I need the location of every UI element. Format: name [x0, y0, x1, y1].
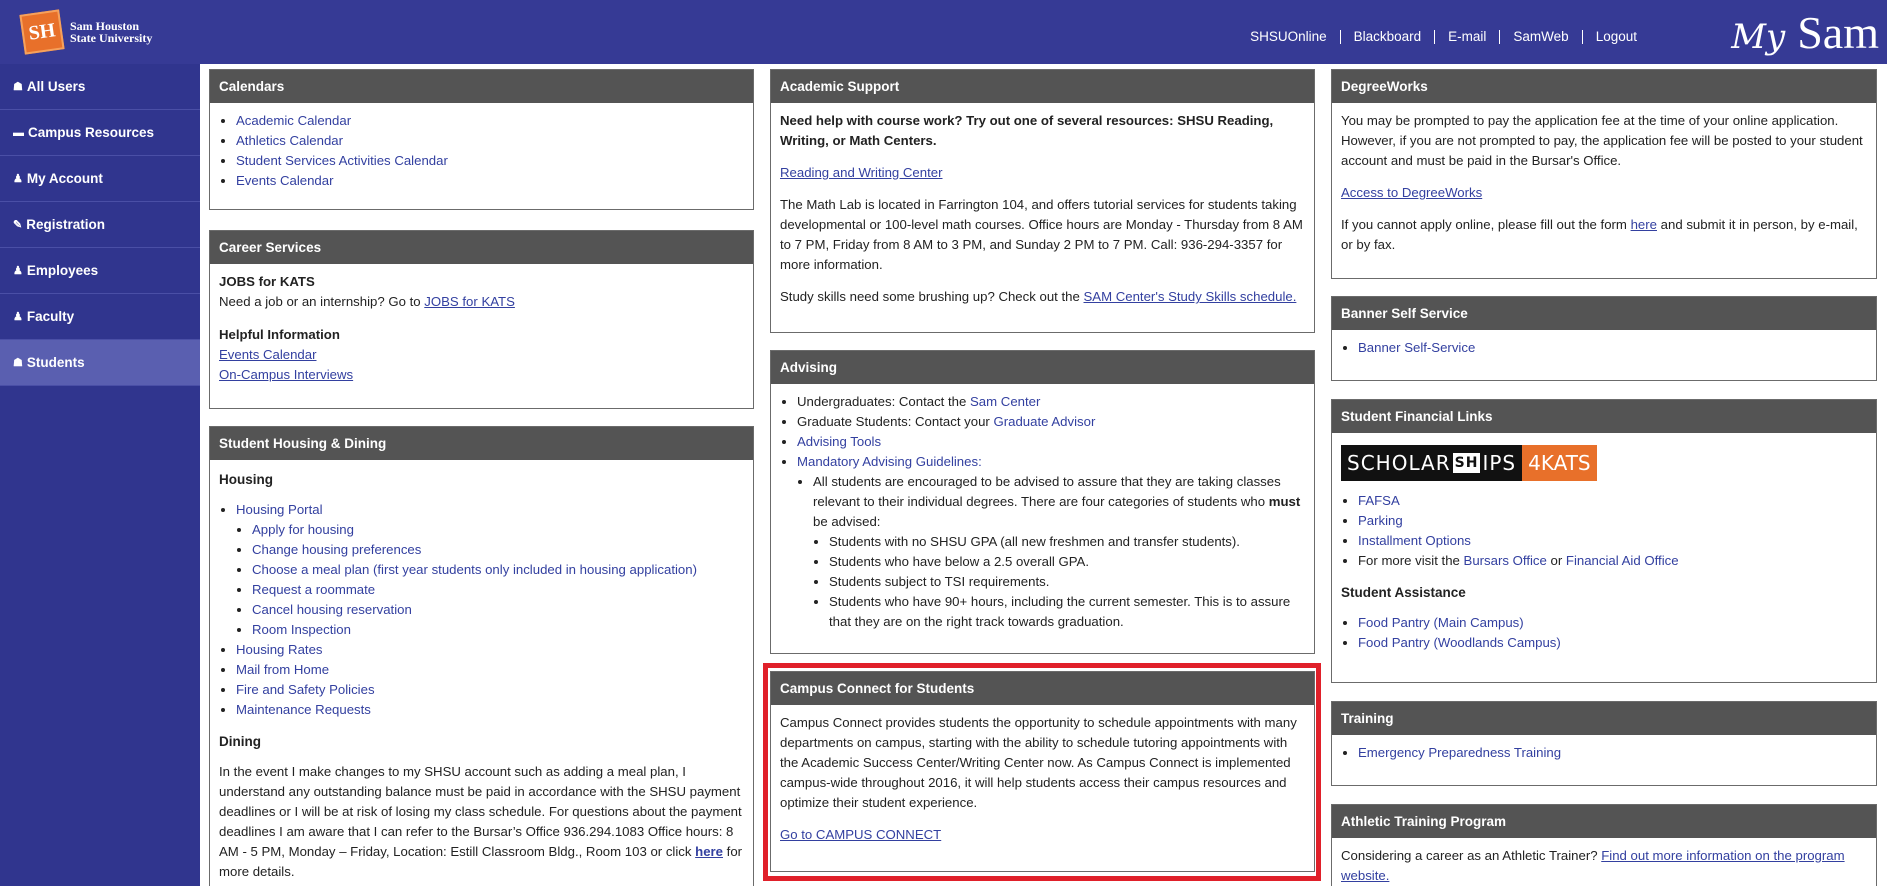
- more-text: For more visit the: [1358, 553, 1464, 568]
- or-text: or: [1546, 553, 1566, 568]
- sidebar-item-label: My Account: [26, 171, 103, 186]
- campus-connect-text: Campus Connect provides students the opportunity to schedule appointments with many departments on campus, starting with the ability to schedule tutoring appointments with the Academic Success Center/Writing Center now. As Campus Connect is implemented campus-wide throughout 2016, it will help students access their campus resources and optimize their student experience.: [780, 715, 1297, 810]
- cancel-reservation-link[interactable]: Cancel housing reservation: [252, 602, 412, 617]
- career-events-calendar-link[interactable]: Events Calendar: [219, 347, 317, 362]
- panel-title: Student Financial Links: [1332, 400, 1876, 433]
- sidebar-item-registration[interactable]: [0, 202, 200, 248]
- panel-title: Banner Self Service: [1332, 297, 1876, 330]
- advising-tools-link[interactable]: Advising Tools: [797, 434, 882, 449]
- study-text: Study skills need some brushing up? Check out the: [780, 289, 1084, 304]
- sidebar-item-faculty[interactable]: [0, 294, 200, 340]
- sidebar-item-label: Students: [26, 355, 85, 370]
- nav-samweb-link[interactable]: SamWeb: [1500, 30, 1582, 44]
- sidebar-item-students[interactable]: [0, 340, 200, 386]
- jobs-heading: JOBS for KATS: [219, 274, 315, 289]
- dining-tail: for more details.: [219, 844, 743, 879]
- housing-portal-link[interactable]: Housing Portal: [236, 502, 323, 517]
- panel-title: DegreeWorks: [1332, 70, 1876, 103]
- degreeworks-panel: [1331, 69, 1877, 279]
- parking-link[interactable]: Parking: [1358, 513, 1403, 528]
- panel-title: Academic Support: [771, 70, 1314, 103]
- sidebar-item-label: Faculty: [26, 309, 75, 324]
- housing-dining-panel: [209, 426, 754, 886]
- career-services-panel: [209, 230, 754, 409]
- student-assistance-heading: Student Assistance: [1341, 585, 1466, 600]
- student-services-calendar-link[interactable]: Student Services Activities Calendar: [236, 153, 448, 168]
- sidebar-item-my-account[interactable]: [0, 156, 200, 202]
- mail-from-home-link[interactable]: Mail from Home: [236, 662, 330, 677]
- users-icon: ☗: [13, 357, 23, 369]
- food-pantry-main-link[interactable]: Food Pantry (Main Campus): [1358, 615, 1524, 630]
- brand-sam: Sam: [1797, 7, 1879, 58]
- calendars-panel: [209, 69, 754, 210]
- shsu-mark-icon: SH: [1454, 455, 1479, 471]
- graduate-advisor-link[interactable]: Graduate Advisor: [993, 414, 1096, 429]
- shsu-logo-icon: SH: [19, 9, 64, 54]
- must-text: must: [1268, 494, 1301, 509]
- campus-connect-link[interactable]: Go to CAMPUS CONNECT: [780, 827, 942, 842]
- scholarships-4kats-logo[interactable]: [1341, 445, 1597, 481]
- panel-title: Student Housing & Dining: [210, 427, 753, 460]
- nav-blackboard-link[interactable]: Blackboard: [1341, 30, 1436, 44]
- edit-icon: ✎: [13, 219, 23, 231]
- change-preferences-link[interactable]: Change housing preferences: [252, 542, 422, 557]
- installment-options-link[interactable]: Installment Options: [1358, 533, 1471, 548]
- sidebar: [0, 64, 200, 886]
- all-students-text-a: All students are encouraged to be advised to assure that they are taking classes relevant to their individual degrees. There are four categories of students who: [813, 474, 1281, 509]
- nav-email-link[interactable]: E-mail: [1435, 30, 1500, 44]
- food-pantry-woodlands-link[interactable]: Food Pantry (Woodlands Campus): [1358, 635, 1561, 650]
- events-calendar-link[interactable]: Events Calendar: [236, 173, 334, 188]
- form-here-link[interactable]: here: [1630, 217, 1657, 232]
- dining-text: In the event I make changes to my SHSU account such as adding a meal plan, I understand any outstanding balance must be paid in accordance with the SHSU payment deadlines or I will be at risk of losing my class schedule. For questions about the payment deadlines I am aware that I can refer to the Bursar’s Office 936.294.1083 Office hours: 8 AM - 5 PM, Monday – Friday, Location: Estill Classroom Bldg., Room 103 or click: [219, 764, 742, 859]
- academic-intro: Need help with course work? Try out one of several resources: SHSU Reading, Writing, or Math Centers.: [780, 113, 1274, 148]
- banner-self-service-link[interactable]: Banner Self-Service: [1358, 340, 1476, 355]
- top-nav: [1237, 30, 1650, 44]
- mandatory-advising-link[interactable]: Mandatory Advising Guidelines:: [797, 454, 982, 469]
- request-roommate-link[interactable]: Request a roommate: [252, 582, 376, 597]
- category-item: • Students with no SHSU GPA (all new freshmen and transfer students).: [829, 532, 1305, 552]
- dining-here-link[interactable]: here: [695, 844, 723, 859]
- degreeworks-link[interactable]: Access to DegreeWorks: [1341, 185, 1483, 200]
- training-panel: [1331, 701, 1877, 786]
- degreeworks-text-2a: If you cannot apply online, please fill out the form: [1341, 217, 1631, 232]
- grad-text: Graduate Students: Contact your: [797, 414, 994, 429]
- user-icon: ♟: [13, 173, 23, 185]
- category-item: • Students who have 90+ hours, including the current semester. This is to assure that they are on the right track towards graduation.: [829, 592, 1305, 632]
- all-students-text-b: be advised:: [813, 514, 881, 529]
- maintenance-requests-link[interactable]: Maintenance Requests: [236, 702, 371, 717]
- meal-plan-link[interactable]: Choose a meal plan (first year students only included in housing application): [252, 562, 697, 577]
- athletic-text: Considering a career as an Athletic Trainer?: [1341, 848, 1602, 863]
- sidebar-item-employees[interactable]: [0, 248, 200, 294]
- reading-writing-center-link[interactable]: Reading and Writing Center: [780, 165, 943, 180]
- panel-title: Advising: [771, 351, 1314, 384]
- math-lab-text: The Math Lab is located in Farrington 104, and offers tutorial services for students taking developmental or 100-level math courses. Office hours are Monday - Thursday from 8 AM to 7 PM, Friday from 8 AM to 3 PM, and Sunday 2 PM to 7 PM. Call: 936-294-3357 for more information.: [780, 197, 1303, 272]
- category-item: • Students who have below a 2.5 overall GPA.: [829, 552, 1305, 572]
- logo-line-2: State University: [70, 31, 153, 45]
- helpful-heading: Helpful Information: [219, 327, 340, 342]
- athletic-training-panel: [1331, 804, 1877, 886]
- sam-center-link[interactable]: Sam Center: [970, 394, 1041, 409]
- panel-title: Training: [1332, 702, 1876, 735]
- logo-text-3: 4KATS: [1522, 445, 1597, 481]
- academic-calendar-link[interactable]: Academic Calendar: [236, 113, 352, 128]
- athletic-program-link[interactable]: Find out more information on the program website.: [1341, 848, 1845, 883]
- sidebar-item-campus-resources[interactable]: [0, 110, 200, 156]
- financial-aid-link[interactable]: Financial Aid Office: [1565, 553, 1679, 568]
- logo-text-2: IPS: [1482, 451, 1517, 475]
- brand-my: My: [1731, 17, 1786, 57]
- sidebar-item-label: All Users: [26, 79, 86, 94]
- athletics-calendar-link[interactable]: Athletics Calendar: [236, 133, 344, 148]
- sidebar-item-label: Registration: [26, 217, 105, 232]
- sidebar-item-label: Campus Resources: [28, 125, 155, 140]
- my-sam-brand[interactable]: [1731, 6, 1879, 59]
- sidebar-item-all-users[interactable]: [0, 64, 200, 110]
- university-logo[interactable]: [22, 12, 152, 52]
- sidebar-item-label: Employees: [26, 263, 99, 278]
- jobs-for-kats-link[interactable]: JOBS for KATS: [424, 294, 515, 309]
- fafsa-link[interactable]: FAFSA: [1358, 493, 1400, 508]
- study-skills-link[interactable]: SAM Center's Study Skills schedule.: [1083, 289, 1297, 304]
- housing-rates-link[interactable]: Housing Rates: [236, 642, 323, 657]
- degreeworks-text-1: You may be prompted to pay the application fee at the time of your online application. However, if you are not prompted to pay, the application fee will be posted to your student account and must be paid in the Bursar's Office.: [1341, 113, 1863, 168]
- panel-title: Campus Connect for Students: [771, 672, 1314, 705]
- on-campus-interviews-link[interactable]: On-Campus Interviews: [219, 367, 354, 382]
- dining-heading: Dining: [219, 734, 261, 749]
- panel-title: Athletic Training Program: [1332, 805, 1876, 838]
- user-icon: ♟: [13, 311, 23, 323]
- user-icon: ♟: [13, 265, 23, 277]
- top-bar: [0, 0, 1887, 64]
- logo-line-1: Sam Houston: [70, 19, 140, 33]
- academic-support-panel: [770, 69, 1315, 333]
- emergency-training-link[interactable]: Emergency Preparedness Training: [1358, 745, 1562, 760]
- users-icon: ☗: [13, 81, 23, 93]
- bursars-office-link[interactable]: Bursars Office: [1463, 553, 1547, 568]
- panel-title: Calendars: [210, 70, 753, 103]
- nav-shsuonline-link[interactable]: SHSUOnline: [1237, 30, 1341, 44]
- apply-housing-link[interactable]: Apply for housing: [252, 522, 354, 537]
- ug-text: Undergraduates: Contact the: [797, 394, 971, 409]
- student-financial-panel: [1331, 399, 1877, 683]
- advising-panel: [770, 350, 1315, 654]
- building-icon: ▬: [13, 126, 24, 139]
- panel-title: Career Services: [210, 231, 753, 264]
- banner-self-service-panel: [1331, 296, 1877, 381]
- housing-heading: Housing: [219, 472, 273, 487]
- nav-logout-link[interactable]: Logout: [1595, 29, 1637, 44]
- campus-connect-panel: [770, 671, 1315, 872]
- degreeworks-text-2b: and submit it in person, by e-mail, or by fax.: [1341, 217, 1858, 252]
- category-item: • Students subject to TSI requirements.: [829, 572, 1305, 592]
- logo-text-1: SCHOLAR: [1347, 451, 1451, 475]
- room-inspection-link[interactable]: Room Inspection: [252, 622, 351, 637]
- fire-safety-link[interactable]: Fire and Safety Policies: [236, 682, 375, 697]
- jobs-text: Need a job or an internship? Go to: [219, 294, 425, 309]
